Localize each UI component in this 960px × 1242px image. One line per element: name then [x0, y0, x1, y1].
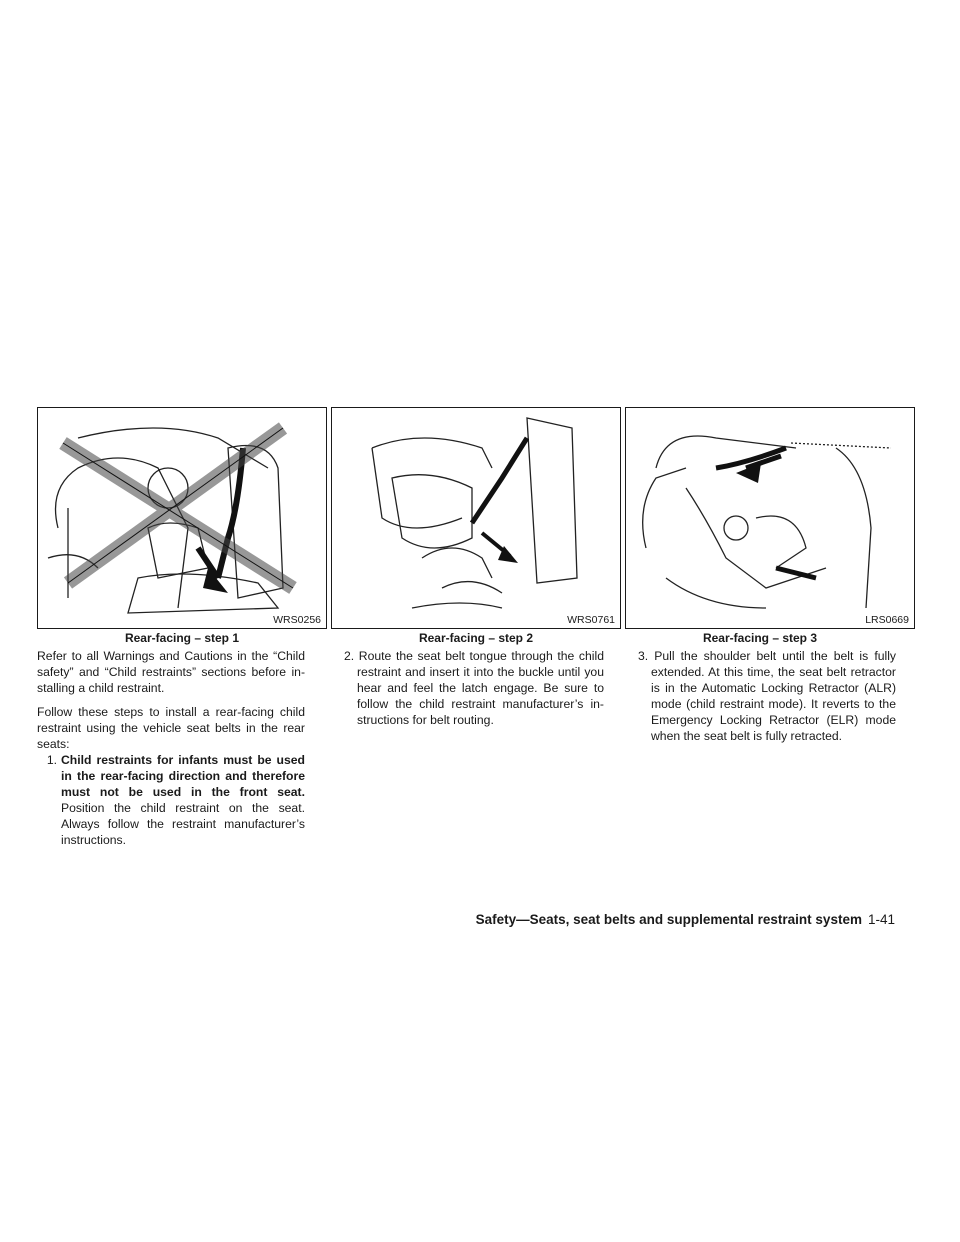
figure-step-3 — [625, 407, 915, 629]
steps-intro-paragraph: Follow these steps to install a rear-facing child restraint using the vehicle seat belts in the rear seats: — [37, 705, 305, 751]
step-1 — [37, 752, 305, 848]
figure-code: WRS0256 — [273, 614, 321, 626]
buckle-tongue-illustration — [332, 408, 621, 629]
intro-paragraph: Refer to all Warnings and Cautions in the “Child safety” and “Child restraints” sections before in-stalling a child restraint. — [37, 649, 305, 695]
text-column-2 — [344, 648, 604, 736]
pull-shoulder-belt-illustration — [626, 408, 896, 629]
page-footer — [476, 912, 895, 927]
step-text — [61, 752, 305, 848]
section-title: Safety—Seats, seat belts and supplemental restraint system — [475, 912, 862, 927]
step-2: 2. Route the seat belt tongue through the child restraint and insert it into the buckle until you hear and feel the latch engage. Be sure to follow the child restraint manufacturer’s in-structions for belt routing. — [344, 649, 604, 727]
figure-caption: Rear-facing – step 3 — [702, 631, 818, 645]
figure-code: LRS0669 — [865, 614, 909, 626]
text-column-1 — [37, 648, 305, 848]
figure-step-1 — [37, 407, 327, 629]
step-number: 1. — [46, 753, 57, 767]
prohibited-front-seat-illustration — [38, 408, 327, 629]
step-instruction: Position the child restraint on the seat. Always follow the restraint manufacturer’s instructions. — [61, 801, 305, 847]
step-warning: Child restraints for infants must be used in the rear-facing direction and therefore must not be used in the front seat. — [61, 753, 305, 799]
figure-code: WRS0761 — [567, 614, 615, 626]
step-3: 3. Pull the shoulder belt until the belt is fully extended. At this time, the seat belt retractor is in the Automatic Locking Retractor (ALR) mode (child restraint mode). It reverts to the Emergency Locking Retractor (ELR) mode when the seat belt is fully retracted. — [638, 649, 896, 743]
text-column-3 — [638, 648, 896, 752]
figure-caption: Rear-facing – step 1 — [124, 631, 240, 645]
figure-step-2 — [331, 407, 621, 629]
figure-caption: Rear-facing – step 2 — [418, 631, 534, 645]
page-number: 1-41 — [867, 912, 895, 927]
